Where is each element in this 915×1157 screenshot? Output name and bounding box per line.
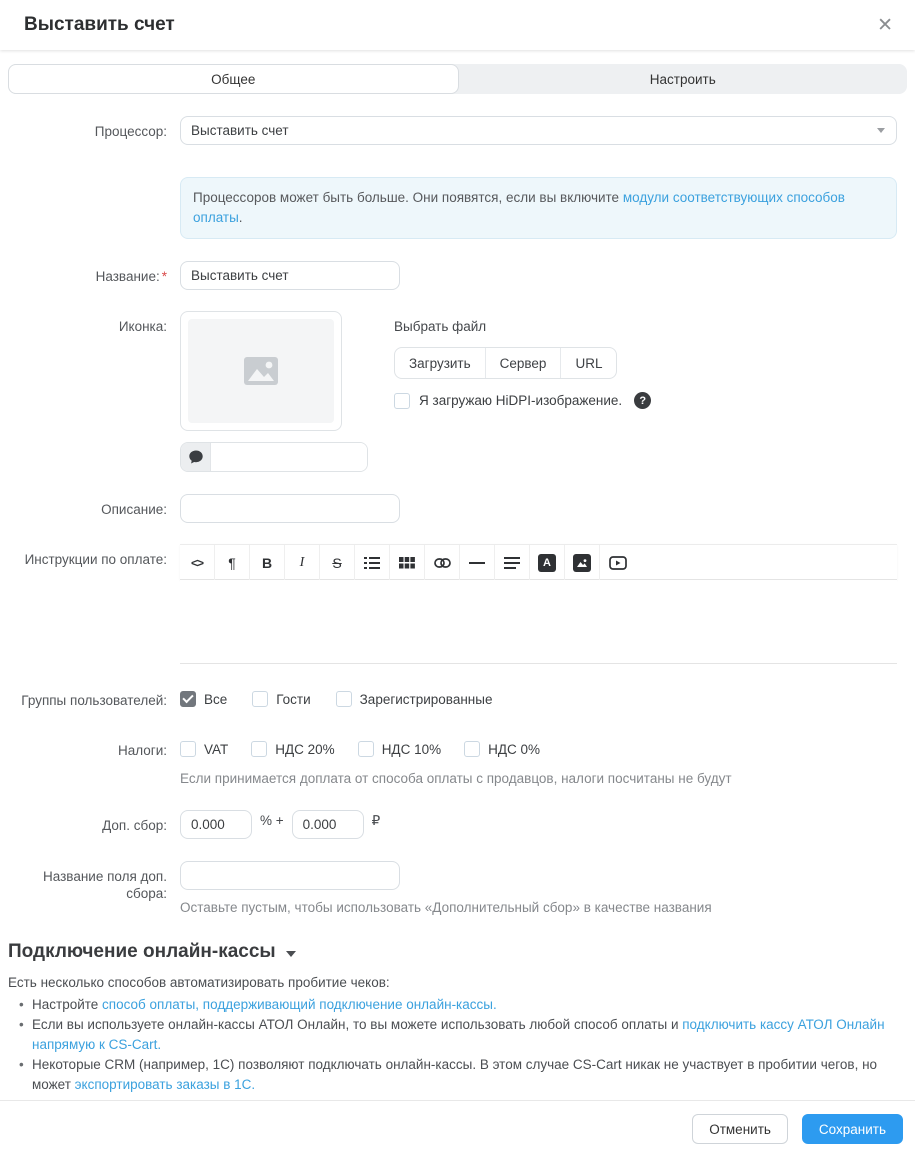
tax-vat-label: VAT <box>204 741 229 757</box>
strikethrough-icon[interactable]: S <box>320 545 355 580</box>
usergroup-all[interactable] <box>180 691 227 707</box>
table-icon[interactable] <box>390 545 425 580</box>
close-icon[interactable]: ✕ <box>877 14 893 36</box>
save-button[interactable]: Сохранить <box>802 1114 903 1144</box>
icon-label: Иконка: <box>118 319 167 334</box>
bullet-text: Если вы используете онлайн-кассы АТОЛ Онлайн, то вы можете использовать любой способ оплаты и <box>32 1017 683 1032</box>
instructions-label: Инструкции по оплате: <box>24 552 167 567</box>
tax-nds20-checkbox[interactable] <box>251 741 267 757</box>
italic-icon[interactable]: I <box>285 545 320 580</box>
cash-register-bullet-list <box>8 995 907 1095</box>
icon-alt-group <box>180 442 368 472</box>
surcharge-title-label: Название поля доп. сбора: <box>43 869 167 901</box>
processor-note <box>180 177 897 239</box>
tax-vat-checkbox[interactable] <box>180 741 196 757</box>
bullet-text: Настройте <box>32 997 103 1012</box>
taxes-hint: Если принимается доплата от способа оплаты с продавцов, налоги посчитаны не будут <box>180 771 732 786</box>
usergroup-registered[interactable] <box>336 691 493 707</box>
insert-image-icon[interactable] <box>565 545 600 580</box>
list-item <box>8 995 907 1015</box>
hidpi-checkbox[interactable] <box>394 393 410 409</box>
usergroup-all-label: Все <box>204 691 228 707</box>
tab-bar <box>8 64 907 94</box>
ruble-sign: ₽ <box>371 812 381 828</box>
insert-video-icon[interactable] <box>600 545 635 580</box>
processor-select[interactable] <box>180 116 897 145</box>
usergroup-registered-label: Зарегистрированные <box>359 691 493 707</box>
usergroup-all-checkbox[interactable] <box>180 691 196 707</box>
surcharge-percent-input[interactable] <box>180 810 252 839</box>
bold-icon[interactable]: B <box>250 545 285 580</box>
upload-local-button[interactable]: Загрузить <box>395 348 486 378</box>
section-caret-icon <box>286 951 296 957</box>
processor-select-value: Выставить счет <box>191 123 289 138</box>
tax-nds10-label: НДС 10% <box>381 741 442 757</box>
export-orders-1c-link[interactable]: экспортировать заказы в 1С. <box>74 1077 256 1092</box>
description-input[interactable] <box>180 494 400 523</box>
dialog-footer <box>0 1100 915 1157</box>
payment-method-link[interactable]: способ оплаты, поддерживающий подключение онлайн-кассы. <box>102 997 497 1012</box>
choose-file-label: Выбрать файл <box>394 319 487 334</box>
tax-vat[interactable] <box>180 741 228 757</box>
dialog-title: Выставить счет <box>24 14 175 35</box>
icon-alt-input[interactable] <box>211 443 367 471</box>
taxes-label: Налоги: <box>117 743 167 758</box>
icon-preview-box <box>180 311 342 431</box>
font-color-icon[interactable]: A <box>530 545 565 580</box>
required-mark: * <box>161 269 167 284</box>
upload-server-button[interactable]: Сервер <box>486 348 562 378</box>
tax-nds10[interactable] <box>358 741 441 757</box>
name-label: Название: <box>95 269 160 284</box>
cash-register-heading: Подключение онлайн-кассы <box>8 941 276 962</box>
tax-nds20-label: НДС 20% <box>275 741 335 757</box>
paragraph-style-icon[interactable]: ¶ <box>215 545 250 580</box>
description-label: Описание: <box>101 502 167 517</box>
surcharge-absolute-input[interactable] <box>292 810 364 839</box>
hidpi-label: Я загружаю HiDPI-изображение. <box>419 393 623 408</box>
cash-register-section-toggle[interactable] <box>8 941 907 963</box>
comment-icon <box>181 443 211 471</box>
horizontal-rule-icon[interactable] <box>460 545 495 580</box>
name-input[interactable] <box>180 261 400 290</box>
dialog-header <box>0 0 915 50</box>
help-icon[interactable]: ? <box>634 392 651 409</box>
tax-nds10-checkbox[interactable] <box>358 741 374 757</box>
tax-nds20[interactable] <box>251 741 334 757</box>
align-icon[interactable] <box>495 545 530 580</box>
editor-toolbar <box>180 544 897 580</box>
chevron-down-icon <box>877 128 885 133</box>
instructions-editor <box>180 544 897 664</box>
surcharge-label: Доп. сбор: <box>102 818 167 833</box>
editor-content-area[interactable] <box>180 580 897 664</box>
surcharge-title-input[interactable] <box>180 861 400 890</box>
surcharge-title-hint: Оставьте пустым, чтобы использовать «Дополнительный сбор» в качестве названия <box>180 900 712 915</box>
link-icon[interactable] <box>425 545 460 580</box>
bullet-text: Некоторые CRM (например, 1С) позволяют подключать онлайн-кассы. В этом случае CS-Cart никак не участвует в пробитии чегов, но может <box>32 1057 878 1092</box>
upload-url-button[interactable]: URL <box>575 355 603 371</box>
usergroup-guests-checkbox[interactable] <box>252 691 268 707</box>
list-item <box>8 1015 907 1055</box>
tax-nds0-checkbox[interactable] <box>464 741 480 757</box>
cash-register-intro: Есть несколько способов автоматизировать пробитие чеков: <box>8 975 390 990</box>
list-item <box>8 1055 907 1095</box>
processor-note-text: Процессоров может быть больше. Они появятся, если вы включите <box>193 190 623 205</box>
code-view-icon[interactable]: <> <box>180 545 215 580</box>
usergroups-label: Группы пользователей: <box>21 693 167 708</box>
unordered-list-icon[interactable] <box>355 545 390 580</box>
usergroup-guests[interactable] <box>252 691 310 707</box>
usergroup-registered-checkbox[interactable] <box>336 691 352 707</box>
tax-nds0[interactable] <box>464 741 540 757</box>
usergroup-guests-label: Гости <box>276 691 311 707</box>
dialog-body <box>0 50 915 1100</box>
file-source-group <box>394 347 617 379</box>
payment-modules-link[interactable]: модули соответствующих способов оплаты <box>193 190 845 225</box>
processor-note-period: . <box>238 210 243 225</box>
tab-general[interactable]: Общее <box>8 64 459 94</box>
processor-label: Процессор: <box>94 124 167 139</box>
surcharge-percent-suffix: % + <box>260 813 284 828</box>
tax-nds0-label: НДС 0% <box>488 741 541 757</box>
image-placeholder-icon <box>243 356 279 386</box>
tab-configure[interactable]: Настроить <box>649 71 716 87</box>
cancel-button[interactable]: Отменить <box>692 1114 788 1144</box>
atol-connect-link[interactable]: подключить кассу АТОЛ Онлайн напрямую к CS-Cart. <box>32 1017 885 1052</box>
